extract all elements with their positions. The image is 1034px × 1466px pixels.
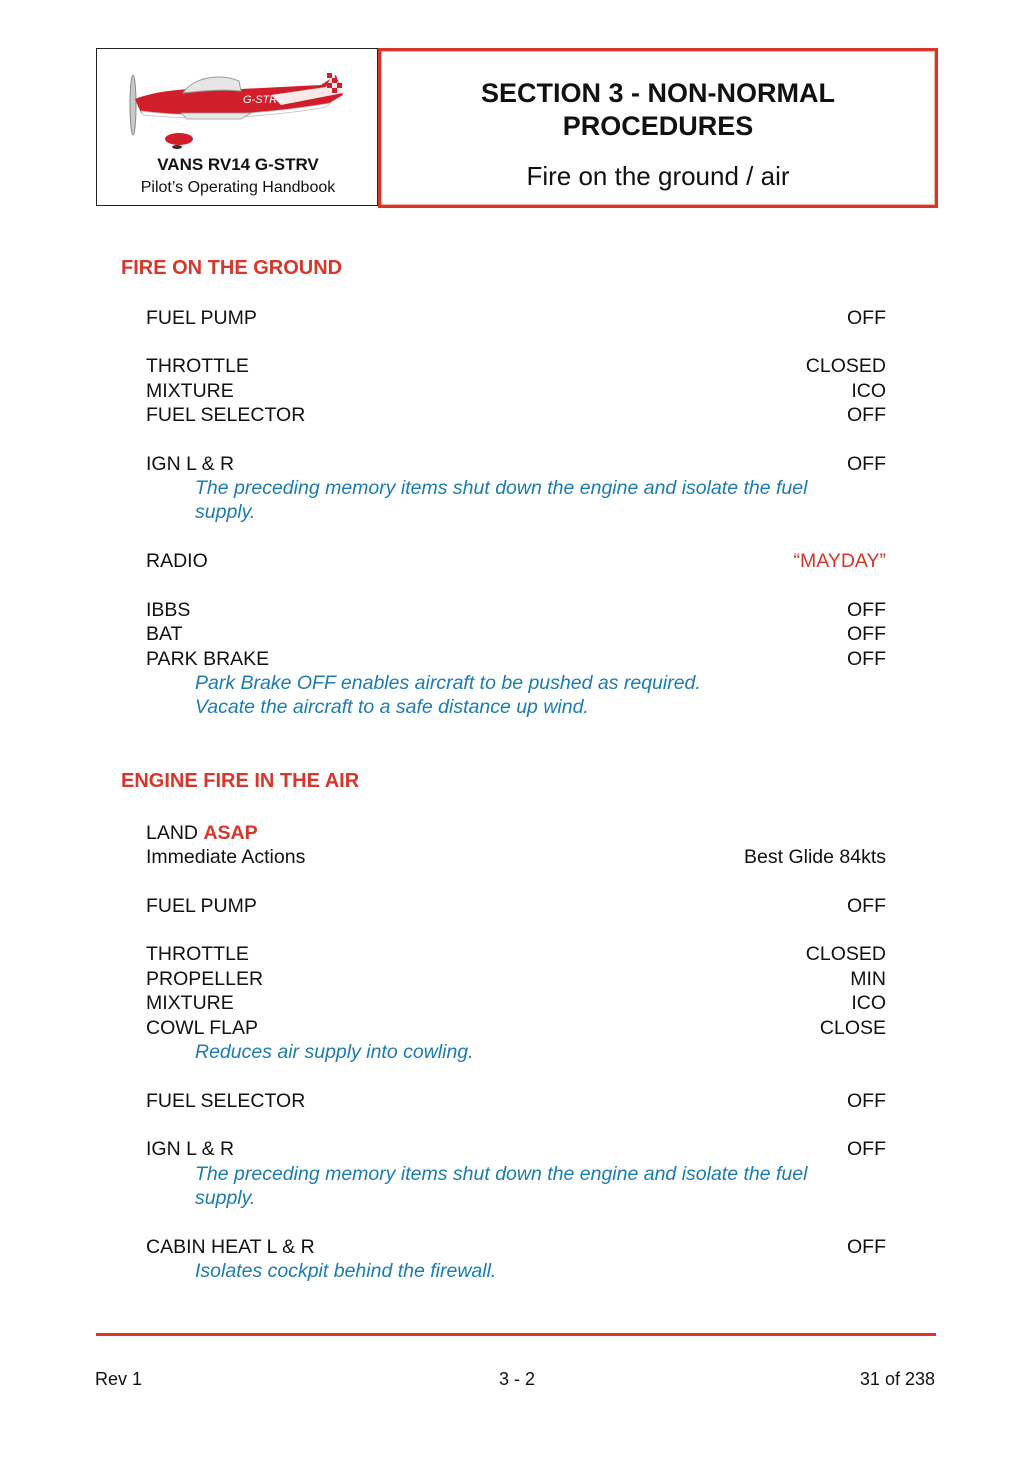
checklist-row	[146, 598, 886, 622]
checklist-row	[146, 549, 886, 573]
checklist-item: CABIN HEAT L & R	[146, 1236, 315, 1258]
checklist-note: Park Brake OFF enables aircraft to be pushed as required.	[195, 672, 701, 694]
checklist-item: RADIO	[146, 550, 208, 572]
checklist-item: PROPELLER	[146, 968, 264, 990]
checklist-value: Best Glide 84kts	[744, 846, 886, 868]
checklist-row	[146, 1137, 886, 1161]
checklist-row	[146, 1235, 886, 1259]
asap-label: ASAP	[203, 822, 258, 844]
footer-page-number: 3 - 2	[498, 1369, 536, 1389]
land-label: LAND	[146, 822, 199, 844]
checklist-note: Vacate the aircraft to a safe distance up wind.	[195, 696, 589, 718]
checklist-value: OFF	[847, 648, 886, 670]
checklist-item: FUEL SELECTOR	[146, 1090, 306, 1112]
checklist-row	[146, 403, 886, 427]
heading-fire-on-ground: FIRE ON THE GROUND	[121, 257, 343, 279]
checklist-value: ICO	[851, 992, 886, 1014]
checklist-value: MIN	[850, 968, 886, 990]
checklist-item: THROTTLE	[146, 943, 249, 965]
checklist-item: Immediate Actions	[146, 846, 306, 868]
checklist-row	[146, 1089, 886, 1113]
handbook-title: Pilot’s Operating Handbook	[140, 179, 336, 196]
checklist-row	[146, 452, 886, 476]
footer-divider	[96, 1333, 936, 1336]
checklist-row	[146, 1016, 886, 1040]
aircraft-logo-icon	[121, 55, 355, 155]
footer-page-count: 31 of 238	[859, 1369, 935, 1389]
checklist-item: THROTTLE	[146, 355, 249, 377]
footer-revision: Rev 1	[95, 1369, 143, 1389]
checklist-row	[146, 991, 886, 1015]
checklist-value: “MAYDAY”	[793, 550, 886, 572]
checklist-value: CLOSED	[805, 943, 886, 965]
heading-engine-fire-air: ENGINE FIRE IN THE AIR	[121, 770, 360, 792]
checklist-row	[146, 821, 886, 845]
checklist-note: Isolates cockpit behind the firewall.	[195, 1260, 497, 1282]
checklist-item: BAT	[146, 623, 183, 645]
checklist-item: FUEL PUMP	[146, 895, 257, 917]
checklist-row	[146, 354, 886, 378]
checklist-value: OFF	[847, 895, 886, 917]
checklist-row	[146, 942, 886, 966]
section-title: SECTION 3 - NON-NORMAL PROCEDURES	[481, 78, 835, 141]
logo-box	[96, 48, 378, 206]
checklist-row	[146, 894, 886, 918]
checklist-value: OFF	[847, 1236, 886, 1258]
checklist-value: OFF	[847, 1090, 886, 1112]
aircraft-title: VANS RV14 G-STRV	[157, 155, 319, 174]
checklist-item: FUEL SELECTOR	[146, 404, 306, 426]
land-asap-item	[146, 821, 258, 845]
checklist-row	[146, 967, 886, 991]
section-subtitle: Fire on the ground / air	[526, 161, 790, 191]
checklist-item: IGN L & R	[146, 453, 235, 475]
checklist-value: OFF	[847, 599, 886, 621]
checklist-value: CLOSED	[805, 355, 886, 377]
checklist-row	[146, 379, 886, 403]
checklist-note: Reduces air supply into cowling.	[195, 1041, 474, 1063]
checklist-note: The preceding memory items shut down the engine and isolate the fuel supply.	[195, 477, 808, 523]
checklist-item: FUEL PUMP	[146, 307, 257, 329]
checklist-item: MIXTURE	[146, 380, 234, 402]
checklist-row	[146, 306, 886, 330]
title-box	[378, 48, 938, 208]
checklist-row	[146, 647, 886, 671]
checklist-item: MIXTURE	[146, 992, 234, 1014]
checklist-value: OFF	[847, 404, 886, 426]
logo-registration: G-STRV	[243, 94, 285, 106]
checklist-value: OFF	[847, 307, 886, 329]
checklist-value: CLOSE	[819, 1017, 886, 1039]
checklist-row	[146, 622, 886, 646]
checklist-value: ICO	[851, 380, 886, 402]
checklist-item: PARK BRAKE	[146, 648, 270, 670]
checklist-item: IBBS	[146, 599, 191, 621]
checklist-item: IGN L & R	[146, 1138, 235, 1160]
checklist-value: OFF	[847, 623, 886, 645]
checklist-value: OFF	[847, 453, 886, 475]
checklist-item: COWL FLAP	[146, 1017, 258, 1039]
checklist-row	[146, 845, 886, 869]
checklist-note: The preceding memory items shut down the engine and isolate the fuel supply.	[195, 1163, 808, 1209]
checklist-value: OFF	[847, 1138, 886, 1160]
page-header	[96, 48, 938, 208]
